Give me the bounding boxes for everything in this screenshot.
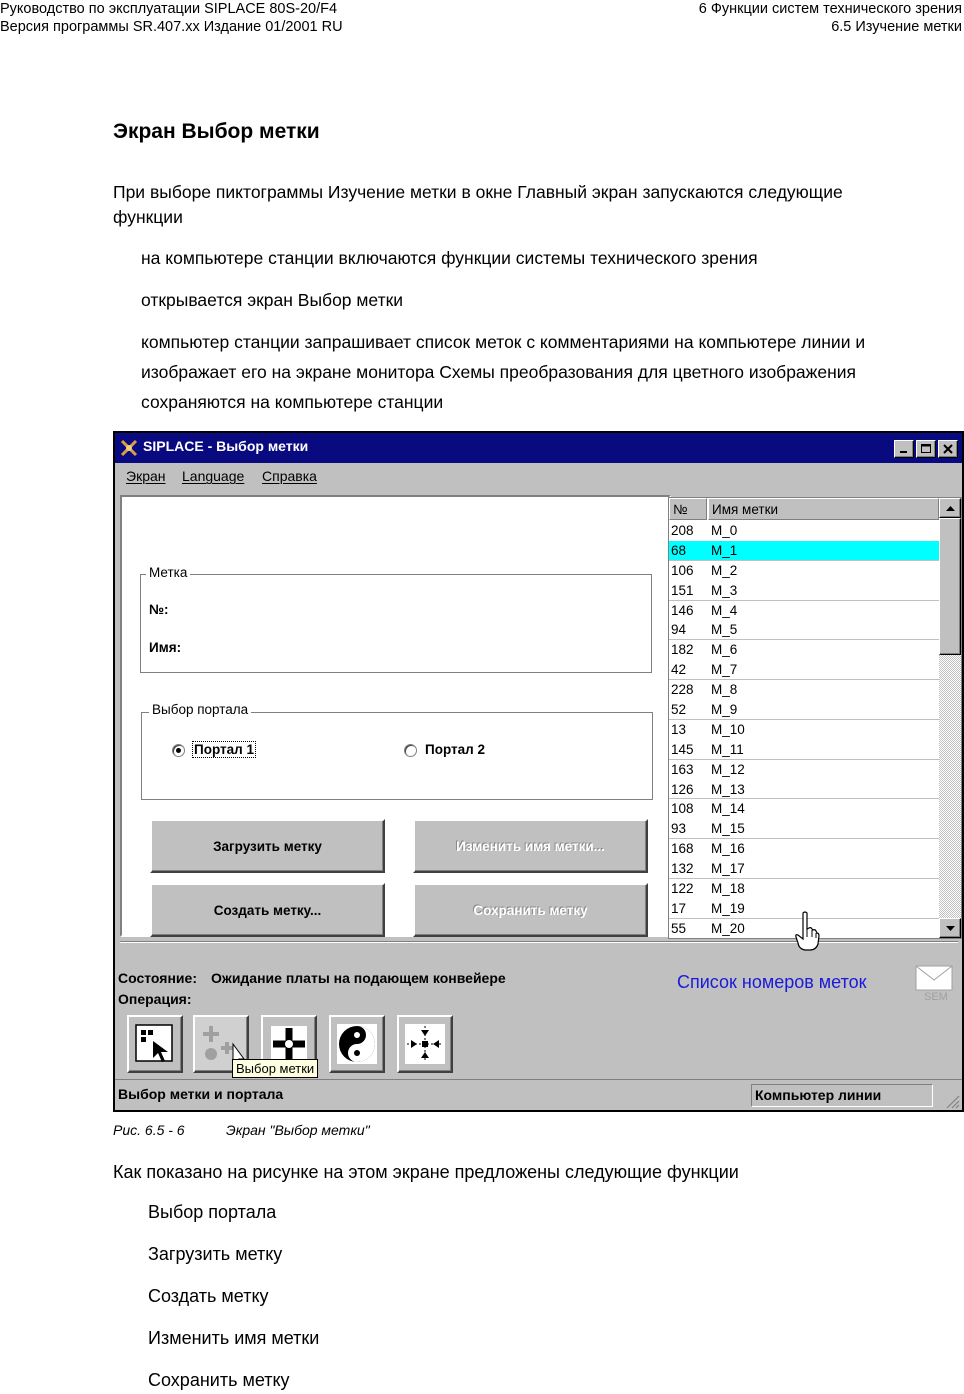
status-bar [115, 1079, 962, 1110]
arrow-up-icon [946, 506, 955, 511]
mark-number-cell: 93 [671, 821, 687, 837]
function-item: Изменить имя метки [148, 1328, 320, 1348]
mark-name-cell: M_11 [711, 741, 744, 757]
client-area [120, 495, 671, 937]
intro-item-1: на компьютере станции включаются функции системы технического зрения [141, 248, 758, 268]
col-header-number[interactable]: № [669, 498, 707, 520]
minimize-icon [899, 444, 909, 454]
mark-list-rows [669, 521, 939, 939]
yin-yang-icon [335, 1022, 379, 1066]
table-row[interactable] [669, 760, 939, 780]
statusbar-right-panel [751, 1084, 933, 1107]
mark-name-cell: M_10 [711, 721, 745, 737]
select-arrow-icon [133, 1022, 177, 1066]
portal-2-label[interactable]: Портал 2 [425, 742, 485, 757]
table-row[interactable] [669, 620, 939, 640]
scroll-thumb[interactable] [939, 518, 961, 655]
arrow-down-icon [946, 926, 955, 931]
color-tool-button[interactable] [329, 1015, 385, 1073]
mark-number-cell: 42 [671, 662, 687, 678]
mark-group-label: Метка [146, 565, 190, 580]
radio-button-off [404, 744, 417, 757]
mark-name-cell: M_3 [711, 582, 738, 598]
maximize-button[interactable] [916, 440, 936, 458]
mark-name-label: Имя: [149, 640, 182, 655]
mark-number-cell: 94 [671, 622, 687, 638]
mark-name-cell: M_7 [711, 662, 738, 678]
radio-button-on [172, 744, 185, 757]
table-row[interactable] [669, 740, 939, 760]
table-row[interactable] [669, 581, 939, 601]
menu-bar [115, 463, 962, 488]
table-row[interactable] [669, 640, 939, 660]
mark-number-cell: 151 [671, 582, 694, 598]
mark-name-cell: M_5 [711, 622, 738, 638]
function-item: Сохранить метку [148, 1370, 290, 1390]
menu-help[interactable]: Справка [262, 468, 317, 484]
statusbar-left-text: Выбор метки и портала [118, 1086, 284, 1102]
create-mark-button[interactable]: Создать метку... [150, 883, 385, 937]
maximize-icon [921, 444, 931, 454]
table-row[interactable] [669, 680, 939, 700]
figure-number: Рис. 6.5 - 6 [113, 1122, 185, 1138]
select-tool-button[interactable] [127, 1015, 183, 1073]
operation-label: Операция: [118, 991, 192, 1007]
scroll-down-button[interactable] [939, 918, 961, 938]
mark-number-cell: 168 [671, 841, 694, 857]
mark-name-cell: M_14 [711, 801, 745, 817]
mark-number-cell: 208 [671, 523, 694, 538]
intro-item-2: открывается экран Выбор метки [141, 290, 404, 310]
mail-icon[interactable] [912, 960, 956, 1002]
table-row[interactable] [669, 879, 939, 899]
mark-number-cell: 146 [671, 602, 694, 618]
table-row[interactable] [669, 541, 939, 561]
mark-name-cell: M_4 [711, 602, 738, 618]
mark-number-cell: 163 [671, 761, 694, 777]
center-arrows-icon [403, 1022, 447, 1066]
function-item: Выбор портала [148, 1202, 277, 1222]
header-left-line2: Версия программы SR.407.xx Издание 01/2001 RU [0, 19, 343, 35]
portal-1-radio[interactable] [172, 744, 185, 757]
mark-list[interactable] [668, 497, 962, 939]
mark-name-cell: M_16 [711, 841, 745, 857]
svg-text:SEM: SEM [924, 991, 948, 1002]
mark-number-cell: 228 [671, 682, 694, 698]
table-row[interactable] [669, 561, 939, 581]
mark-name-cell: M_1 [711, 542, 738, 558]
scroll-up-button[interactable] [939, 498, 961, 518]
mark-number-cell: 122 [671, 881, 694, 897]
table-row[interactable] [669, 660, 939, 680]
app-window [113, 431, 964, 1112]
close-icon [943, 444, 953, 454]
list-annotation: Список номеров меток [677, 972, 867, 992]
table-row[interactable] [669, 601, 939, 621]
mark-name-cell: M_12 [711, 761, 745, 777]
intro-item-3-line3: сохраняются на компьютере станции [141, 392, 444, 412]
mark-name-cell: M_2 [711, 562, 738, 578]
header-right-line2: 6.5 Изучение метки [831, 19, 962, 35]
mark-name-cell: M_9 [711, 702, 738, 718]
section-title: Экран Выбор метки [113, 120, 320, 143]
table-row[interactable] [669, 700, 939, 720]
siplace-logo-icon [120, 439, 138, 457]
window-title: SIPLACE - Выбор метки [143, 438, 309, 454]
mark-name-cell: M_20 [711, 920, 745, 936]
mark-name-cell: M_17 [711, 861, 745, 877]
figure-caption-text: Экран "Выбор метки" [226, 1122, 370, 1138]
mark-number-cell: 182 [671, 642, 694, 658]
separator [120, 941, 958, 943]
mark-number-cell: 145 [671, 741, 694, 757]
mark-number-cell: 52 [671, 702, 687, 718]
col-header-name[interactable]: Имя метки [708, 498, 939, 520]
center-tool-button[interactable] [397, 1015, 453, 1073]
table-row[interactable] [669, 799, 939, 819]
header-left-line1: Руководство по эксплуатации SIPLACE 80S-20/F4 [0, 1, 338, 17]
mark-number-cell: 106 [671, 562, 694, 578]
portal-group-label: Выбор портала [149, 702, 251, 717]
intro-item-3-line1: компьютер станции запрашивает список меток с комментариями на компьютере линии и [141, 332, 866, 352]
menu-screen[interactable]: Экран [126, 468, 166, 484]
list-scrollbar[interactable] [939, 498, 961, 938]
intro-item-3-line2: изображает его на экране монитора Схемы преобразования для цветного изображения [141, 362, 857, 382]
mark-number-cell: 126 [671, 781, 694, 797]
rename-mark-button[interactable]: Изменить имя метки... [413, 819, 648, 873]
mark-name-cell: M_19 [711, 900, 745, 916]
state-label: Состояние: [118, 970, 197, 986]
table-row[interactable] [669, 859, 939, 879]
intro-lead-line1: При выборе пиктограммы Изучение метки в окне Главный экран запускаются следующие [113, 182, 843, 202]
table-row[interactable] [669, 780, 939, 800]
mark-group [140, 574, 652, 673]
menu-language[interactable]: Language [182, 468, 245, 484]
mark-number-cell: 108 [671, 801, 694, 817]
header-right-line1: 6 Функции систем технического зрения [698, 1, 962, 17]
function-item: Загрузить метку [148, 1244, 283, 1264]
mark-number-label: №: [149, 602, 169, 617]
mark-name-cell: M_13 [711, 781, 745, 797]
mark-number-cell: 13 [671, 721, 687, 737]
pointing-hand-icon [794, 911, 820, 953]
outro-lead: Как показано на рисунке на этом экране предложены следующие функции [113, 1162, 739, 1182]
mark-number-cell: 68 [671, 542, 687, 558]
mark-name-cell: M_15 [711, 821, 745, 837]
resize-grip-icon[interactable] [944, 1093, 960, 1109]
statusbar-right-text: Компьютер линии [755, 1087, 882, 1103]
state-value: Ожидание платы на подающем конвейере [211, 970, 506, 986]
mark-name-cell: M_6 [711, 642, 738, 658]
table-row[interactable] [669, 720, 939, 740]
function-item: Создать метку [148, 1286, 269, 1306]
mark-number-cell: 55 [671, 920, 687, 936]
save-mark-button[interactable]: Сохранить метку [413, 883, 648, 937]
portal-2-radio[interactable] [404, 744, 417, 757]
mark-name-cell: M_18 [711, 881, 745, 897]
mark-name-cell: M_0 [711, 523, 738, 538]
minimize-button[interactable] [894, 440, 914, 458]
close-button[interactable] [938, 440, 958, 458]
table-row[interactable] [669, 521, 939, 541]
intro-lead-line2: функции [113, 207, 183, 227]
tooltip: Выбор метки [232, 1059, 318, 1078]
table-row[interactable] [669, 819, 939, 839]
portal-1-label[interactable]: Портал 1 [194, 742, 254, 757]
mark-name-cell: M_8 [711, 682, 738, 698]
mark-number-cell: 17 [671, 900, 687, 916]
table-row[interactable] [669, 839, 939, 859]
mark-number-cell: 132 [671, 861, 694, 877]
title-bar[interactable] [115, 433, 962, 463]
load-mark-button[interactable]: Загрузить метку [150, 819, 385, 873]
